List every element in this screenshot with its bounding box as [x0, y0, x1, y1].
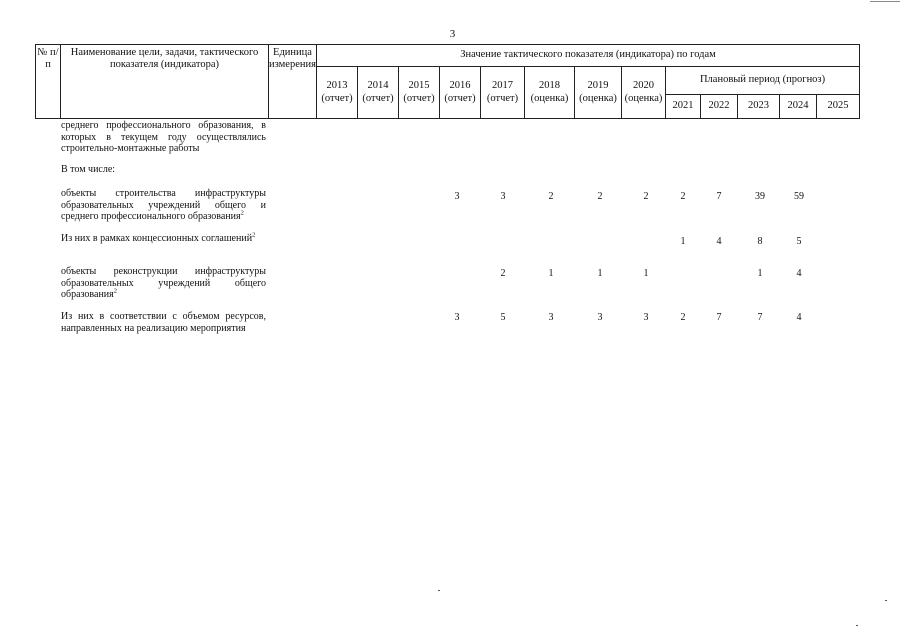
value-cell: 39: [755, 191, 765, 202]
table-row: [0, 164, 905, 178]
header-col-name: Наименование цели, задачи, тактического показателя (индикатора): [61, 45, 269, 119]
value-cell: 1: [757, 268, 763, 279]
header-col-values: Значение тактического показателя (индикатора) по годам: [317, 45, 860, 67]
value-cell: 7: [716, 312, 722, 323]
header-year-2018: 2018 (оценка): [525, 67, 575, 119]
value-cell: 3: [454, 191, 460, 202]
header-year-2015: 2015 (отчет): [399, 67, 440, 119]
value-cell: 8: [757, 236, 763, 247]
value-cell: 4: [716, 236, 722, 247]
indicator-table-header: [35, 44, 860, 119]
value-cell: 2: [643, 191, 649, 202]
value-cell: 59: [794, 191, 804, 202]
value-cell: 1: [680, 236, 686, 247]
row-label: объекты реконструкции инфраструктуры образовательных учреждений общего образования$^2$: [61, 266, 266, 300]
header-year-2014: 2014 (отчет): [358, 67, 399, 119]
row-label: среднего профессионального образования, в которых в текущем году осуществлялись строительно-монтажные работы: [61, 120, 266, 154]
scan-speck: [438, 590, 440, 591]
table-row: [0, 233, 905, 261]
header-year-2013: 2013 (отчет): [317, 67, 358, 119]
value-cell: 2: [548, 191, 554, 202]
header-plan-period: Плановый период (прогноз): [666, 67, 860, 95]
header-plan-year-2025: 2025: [817, 95, 860, 119]
header-col-number: № п/п: [36, 45, 61, 119]
table-row: [0, 120, 905, 160]
value-cell: 5: [500, 312, 506, 323]
value-cell: 5: [796, 236, 802, 247]
row-label: Из них в соответствии с объемом ресурсов, направленных на реализацию мероприятия: [61, 311, 266, 334]
header-plan-year-2024: 2024: [780, 95, 817, 119]
value-cell: 3: [500, 191, 506, 202]
header-year-2020: 2020 (оценка): [622, 67, 666, 119]
value-cell: 4: [796, 268, 802, 279]
header-year-2016: 2016 (отчет): [440, 67, 481, 119]
row-label: Из них в рамках концессионных соглашений$^2$: [61, 231, 256, 244]
table-row: [0, 188, 905, 228]
value-cell: 3: [597, 312, 603, 323]
header-plan-year-2021: 2021: [666, 95, 701, 119]
header-year-2017: 2017 (отчет): [481, 67, 525, 119]
row-label: объекты строительства инфраструктуры образовательных учреждений общего и среднего профессионального образования$^2$: [61, 188, 266, 222]
header-year-2019: 2019 (оценка): [575, 67, 622, 119]
value-cell: 3: [454, 312, 460, 323]
row-label: В том числе:: [61, 164, 116, 175]
value-cell: 7: [757, 312, 763, 323]
header-col-unit: Единица измерения: [269, 45, 317, 119]
value-cell: 2: [597, 191, 603, 202]
header-plan-year-2023: 2023: [738, 95, 780, 119]
scan-speck: [870, 1, 900, 2]
value-cell: 3: [548, 312, 554, 323]
header-plan-year-2022: 2022: [701, 95, 738, 119]
value-cell: 2: [500, 268, 506, 279]
value-cell: 1: [597, 268, 603, 279]
scan-speck: [885, 600, 887, 601]
value-cell: 3: [643, 312, 649, 323]
table-row: [0, 311, 905, 337]
value-cell: 1: [643, 268, 649, 279]
value-cell: 2: [680, 312, 686, 323]
value-cell: 4: [796, 312, 802, 323]
value-cell: 7: [716, 191, 722, 202]
page-number: 3: [449, 28, 456, 40]
value-cell: 1: [548, 268, 554, 279]
scan-speck: [856, 625, 858, 626]
value-cell: 2: [680, 191, 686, 202]
table-row: [0, 266, 905, 306]
